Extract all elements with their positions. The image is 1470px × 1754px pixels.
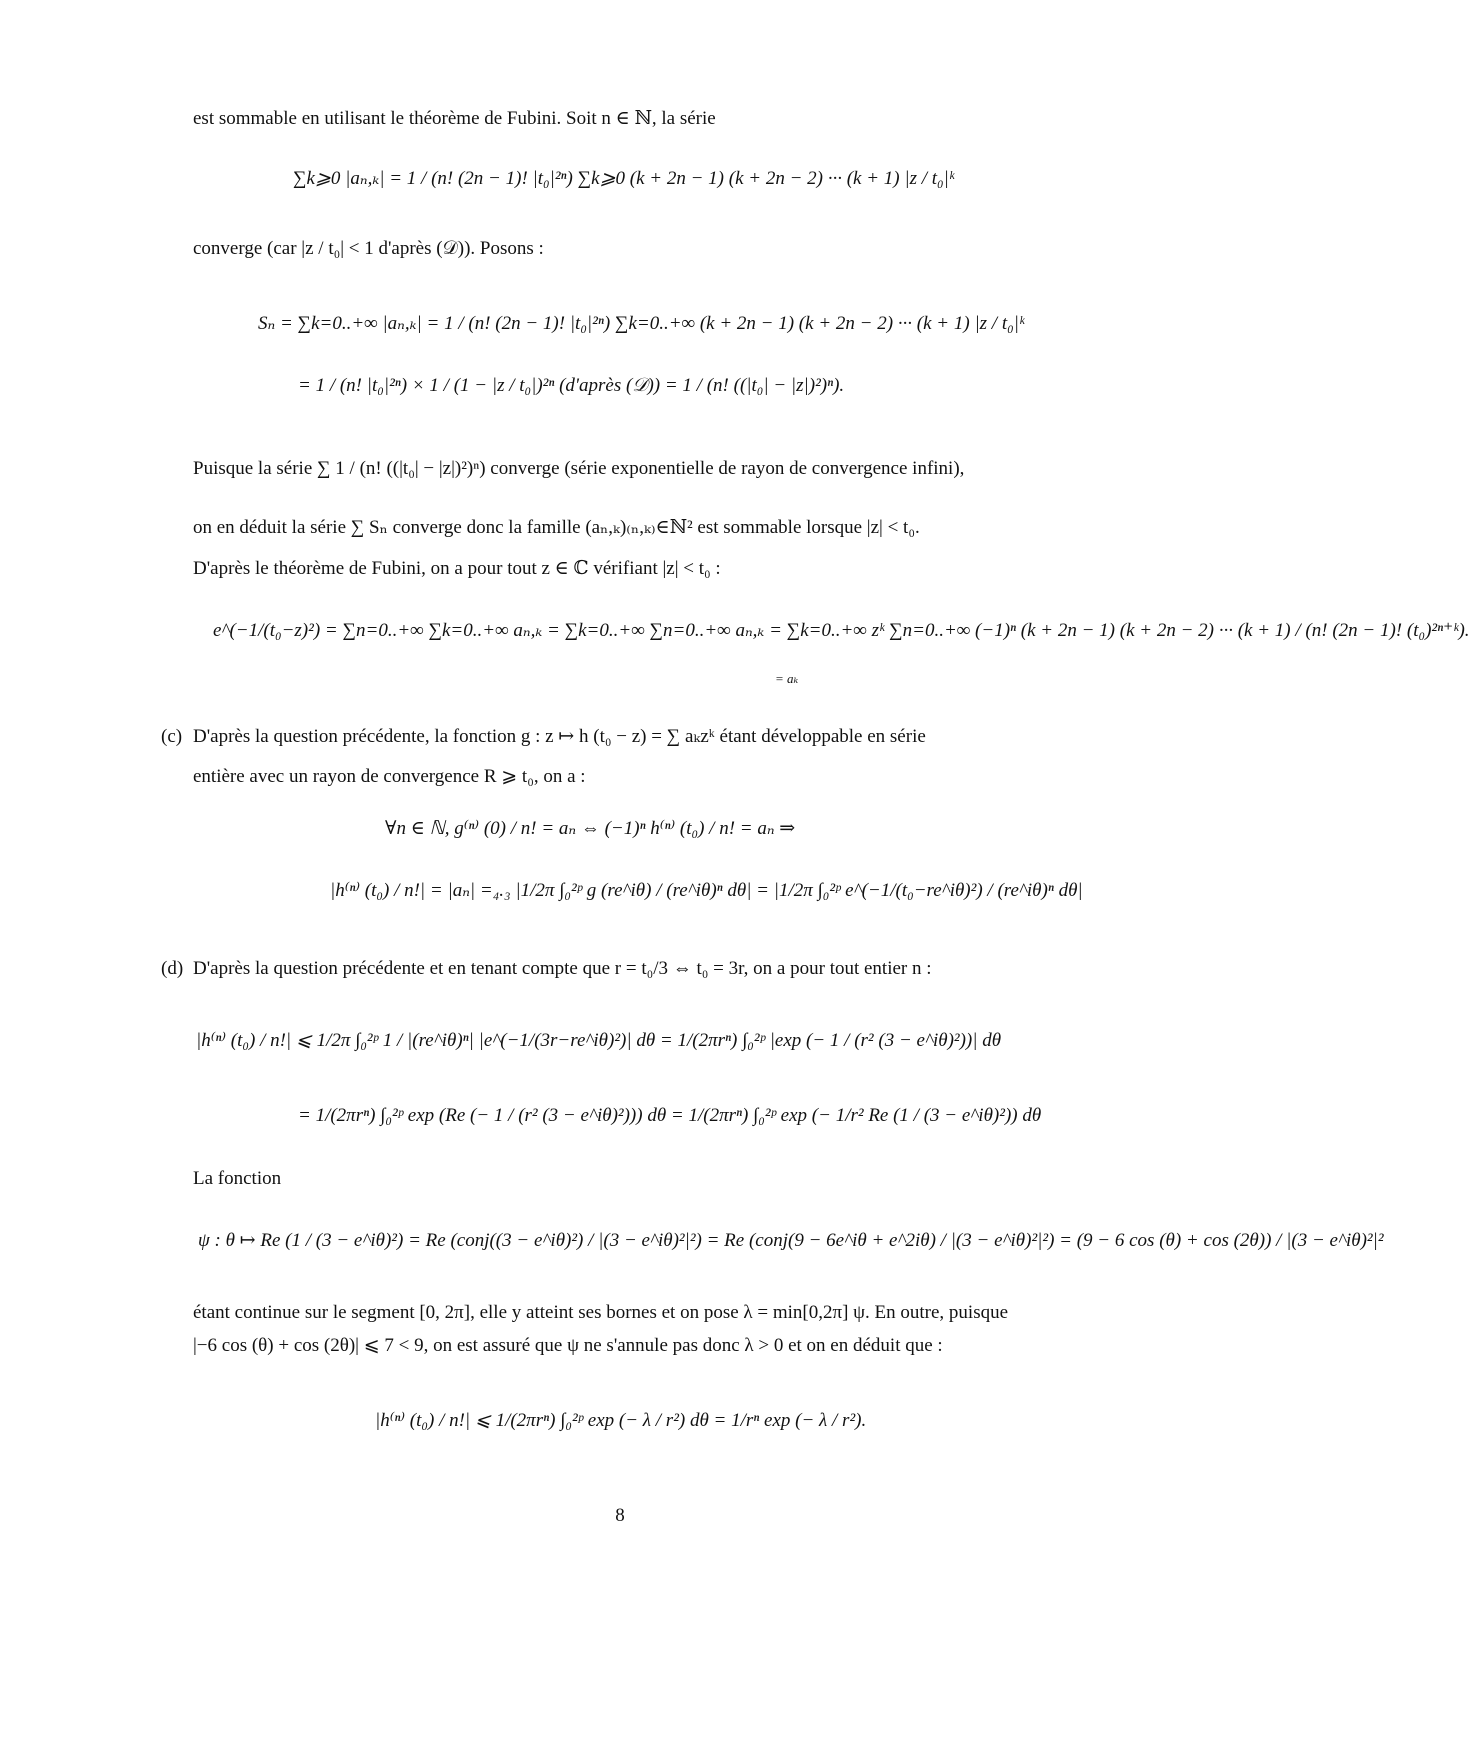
text-line: étant continue sur le segment [0, 2π], elle y atteint ses bornes et on pose λ = min[0,2π] ψ. En outre, puisque: [193, 1302, 1009, 1323]
equation-fubini-expansion: e^(−1/(t₀−z)²) = ∑n=0..+∞ ∑k=0..+∞ aₙ,ₖ = ∑k=0..+∞ ∑n=0..+∞ aₙ,ₖ = ∑k=0..+∞ zᵏ ∑n=0..+∞ (−1)ⁿ (k + 2n − 1) (k + 2n − 2) ··· (k + 1) / (n! (2n − 1)! (t₀)²ⁿ⁺ᵏ).: [213, 620, 1470, 641]
text-line: D'après le théorème de Fubini, on a pour tout z ∈ ℂ vérifiant |z| < t₀ :: [193, 558, 721, 579]
text-line: entière avec un rayon de convergence R ⩾ t₀, on a :: [193, 766, 586, 787]
text-line: |−6 cos (θ) + cos (2θ)| ⩽ 7 < 9, on est assuré que ψ ne s'annule pas donc λ > 0 et on en déduit que :: [193, 1335, 943, 1356]
text-line: converge (car |z / t₀| < 1 d'après (𝒟)). Posons :: [193, 238, 544, 259]
equation-sum-abs: ∑k⩾0 |aₙ,ₖ| = 1 / (n! (2n − 1)! |t₀|²ⁿ) ∑k⩾0 (k + 2n − 1) (k + 2n − 2) ··· (k + 1) |z / t₀|ᵏ: [293, 168, 955, 189]
item-label-d: (d): [161, 958, 184, 979]
equation-sn-def: Sₙ = ∑k=0..+∞ |aₙ,ₖ| = 1 / (n! (2n − 1)! |t₀|²ⁿ) ∑k=0..+∞ (k + 2n − 1) (k + 2n − 2) ··· (k + 1) |z / t₀|ᵏ: [258, 313, 1025, 334]
text-line: est sommable en utilisant le théorème de Fubini. Soit n ∈ ℕ, la série: [193, 108, 716, 129]
equation-cauchy-integral: |h⁽ⁿ⁾ (t₀) / n!| = |aₙ| =₄.₃ |1/2π ∫₀²ᵖ g (re^iθ) / (re^iθ)ⁿ dθ| = |1/2π ∫₀²ᵖ e^(−1/(t₀−re^iθ)²) / (re^iθ)ⁿ dθ|: [330, 880, 1083, 901]
text-line: Puisque la série ∑ 1 / (n! ((|t₀| − |z|)²)ⁿ) converge (série exponentielle de rayon de convergence infini),: [193, 458, 965, 479]
page-number: 8: [615, 1505, 625, 1526]
text-line: La fonction: [193, 1168, 282, 1189]
equation-psi: ψ : θ ↦ Re (1 / (3 − e^iθ)²) = Re (conj((3 − e^iθ)²) / |(3 − e^iθ)²|²) = Re (conj(9 − 6e^iθ + e^2iθ) / |(3 − e^iθ)²|²) = (9 − 6 cos (θ) + cos (2θ)) / |(3 − e^iθ)²|²: [198, 1230, 1384, 1251]
brace-label: = aₖ: [775, 671, 799, 686]
equation-bound-2: = 1/(2πrⁿ) ∫₀²ᵖ exp (Re (− 1 / (r² (3 − e^iθ)²))) dθ = 1/(2πrⁿ) ∫₀²ᵖ exp (− 1/r² Re (1 / (3 − e^iθ)²)) dθ: [298, 1105, 1042, 1126]
text-line: D'après la question précédente et en tenant compte que r = t₀/3 ⇔ t₀ = 3r, on a pour tout entier n :: [193, 958, 932, 979]
equation-sn-value: = 1 / (n! |t₀|²ⁿ) × 1 / (1 − |z / t₀|)²ⁿ (d'après (𝒟)) = 1 / (n! ((|t₀| − |z|)²)ⁿ).: [298, 375, 845, 396]
equation-coefficients: ∀n ∈ ℕ, g⁽ⁿ⁾ (0) / n! = aₙ ⇔ (−1)ⁿ h⁽ⁿ⁾ (t₀) / n! = aₙ ⇒: [385, 818, 796, 839]
equation-bound-1: |h⁽ⁿ⁾ (t₀) / n!| ⩽ 1/2π ∫₀²ᵖ 1 / |(re^iθ)ⁿ| |e^(−1/(3r−re^iθ)²)| dθ = 1/(2πrⁿ) ∫₀²ᵖ |exp (− 1 / (r² (3 − e^iθ)²))| dθ: [196, 1030, 1002, 1051]
text-line: on en déduit la série ∑ Sₙ converge donc la famille (aₙ,ₖ)₍ₙ,ₖ₎∈ℕ² est sommable lorsque |z| < t₀.: [193, 517, 920, 538]
item-label-c: (c): [161, 726, 183, 747]
text-line: D'après la question précédente, la fonction g : z ↦ h (t₀ − z) = ∑ aₖzᵏ étant développable en série: [193, 726, 926, 747]
equation-final-bound: |h⁽ⁿ⁾ (t₀) / n!| ⩽ 1/(2πrⁿ) ∫₀²ᵖ exp (− λ / r²) dθ = 1/rⁿ exp (− λ / r²).: [375, 1410, 867, 1431]
